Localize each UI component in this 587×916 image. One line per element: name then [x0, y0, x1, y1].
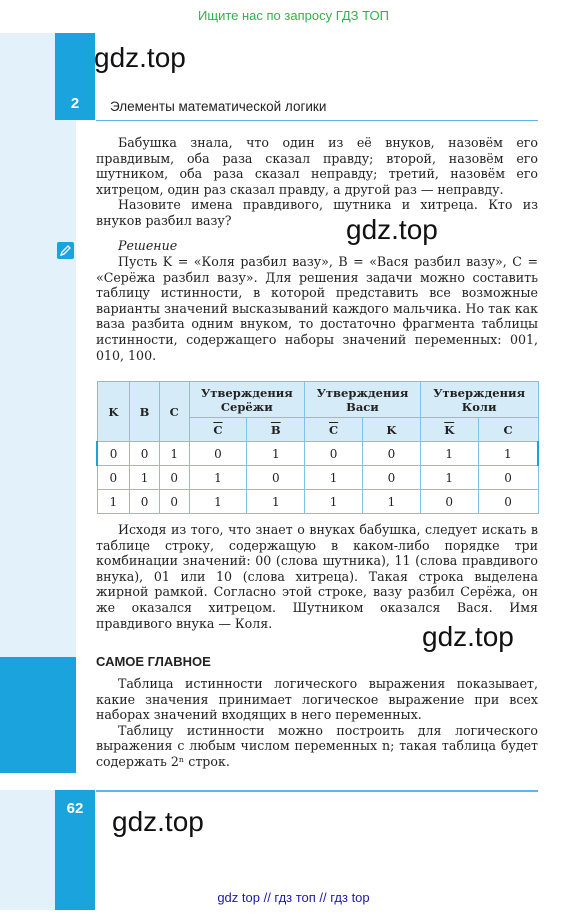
header-divider [96, 120, 538, 121]
solution-text [96, 254, 538, 363]
summary-margin-marker [0, 657, 76, 773]
table-cell: 0 [130, 442, 160, 466]
page-number: 62 [66, 800, 84, 817]
search-banner[interactable]: Ищите нас по запросу ГДЗ ТОП [198, 8, 389, 23]
paragraph: Таблицу истинности можно построить для логического выражения с любым числом переменных n; такая таблица будет содержать 2ⁿ строк. [96, 722, 538, 769]
watermark: gdz.top [422, 621, 514, 652]
table-cell: 0 [305, 442, 363, 466]
table-cell: 1 [247, 490, 305, 514]
table-cell: 1 [189, 466, 247, 490]
var-header: B [130, 382, 160, 442]
table-cell: 1 [420, 442, 478, 466]
table-cell: 0 [159, 490, 189, 514]
footer-divider [96, 790, 538, 792]
table-cell: 1 [247, 442, 305, 466]
paragraph: Пусть K = «Коля разбил вазу», B = «Вася разбил вазу», C = «Серёжа разбил вазу». Для решения задачи можно составить таблицу истинности, в которой представить все возможные варианты значений высказываний каждого мальчика. Но так как ваза разбита одним внуком, то достаточно фрагмента таблицы истинности, содержащего наборы значений переменных: 001, 010, 100. [96, 254, 538, 363]
paragraph: Исходя из того, что знает о внуках бабушка, следует искать в таблице строку, содержащую в каком-либо порядке три комбинации значений: 00 (слова шутника), 11 (слова правдивого внука), 01 или 10 (слова хитреца). Такая строка выделена жирной рамкой. Согласно этой строке, вазу разбил Серёжа, он же оказался хитрецом. Шутником оказался Вася. Имя правдивого внука — Коля. [96, 522, 538, 631]
table-row [97, 490, 538, 514]
margin-panel [0, 120, 76, 657]
summary-text [96, 676, 538, 770]
solution-label: Решение [118, 238, 178, 253]
table-cell: 1 [478, 442, 538, 466]
group-header: Утверждения Васи [305, 382, 421, 418]
var-header: C [159, 382, 189, 442]
table-cell: 1 [159, 442, 189, 466]
chapter-title: Элементы математической логики [110, 99, 327, 114]
table-cell: 1 [130, 466, 160, 490]
table-header-row [97, 382, 538, 418]
paragraph: Таблица истинности логического выражения показывает, какие значения принимает логическое выражение при всех наборах значений входящих в него переменных. [96, 676, 538, 723]
group-header: Утверждения Серёжи [189, 382, 305, 418]
table-cell: 0 [478, 466, 538, 490]
sub-header: $\overline{C}$ [189, 418, 247, 442]
table-cell: 0 [247, 466, 305, 490]
table-cell: 0 [97, 442, 130, 466]
truth-table [96, 381, 539, 514]
sub-header: C [478, 418, 538, 442]
table-cell: 1 [305, 490, 363, 514]
paragraph: Назовите имена правдивого, шутника и хитреца. Кто из внуков разбил вазу? [96, 197, 538, 228]
table-cell: 0 [159, 466, 189, 490]
summary-title: САМОЕ ГЛАВНОЕ [96, 654, 211, 669]
intro-text [96, 135, 538, 229]
table-cell: 1 [362, 490, 420, 514]
chapter-number-tab [55, 33, 95, 120]
table-cell: 0 [362, 466, 420, 490]
table-cell: 0 [420, 490, 478, 514]
table-cell: 0 [478, 490, 538, 514]
table-cell: 0 [362, 442, 420, 466]
watermark: gdz.top [346, 214, 438, 245]
table-cell: 1 [305, 466, 363, 490]
group-header: Утверждения Коли [420, 382, 538, 418]
table-cell: 1 [97, 490, 130, 514]
footer-links[interactable]: gdz top // гдз топ // гдз top [217, 890, 370, 905]
table-cell: 0 [189, 442, 247, 466]
table-cell: 0 [97, 466, 130, 490]
table-cell: 1 [420, 466, 478, 490]
sub-header: $\overline{B}$ [247, 418, 305, 442]
sub-header: $\overline{C}$ [305, 418, 363, 442]
sub-header: K [362, 418, 420, 442]
chapter-number: 2 [70, 95, 80, 112]
pencil-icon [57, 242, 74, 259]
watermark: gdz.top [112, 806, 204, 837]
conclusion-text [96, 522, 538, 631]
table-row [97, 466, 538, 490]
var-header: K [97, 382, 130, 442]
watermark: gdz.top [94, 42, 186, 73]
table-cell: 0 [130, 490, 160, 514]
table-row-highlighted [97, 442, 538, 466]
table-cell: 1 [189, 490, 247, 514]
paragraph: Бабушка знала, что один из её внуков, назовём его правдивым, оба раза сказал правду; второй, назовём его шутником, оба раза сказал неправду; третий, назовём его хитрецом, один раз сказал правду, а другой раз — неправду. [96, 135, 538, 197]
sub-header: $\overline{K}$ [420, 418, 478, 442]
